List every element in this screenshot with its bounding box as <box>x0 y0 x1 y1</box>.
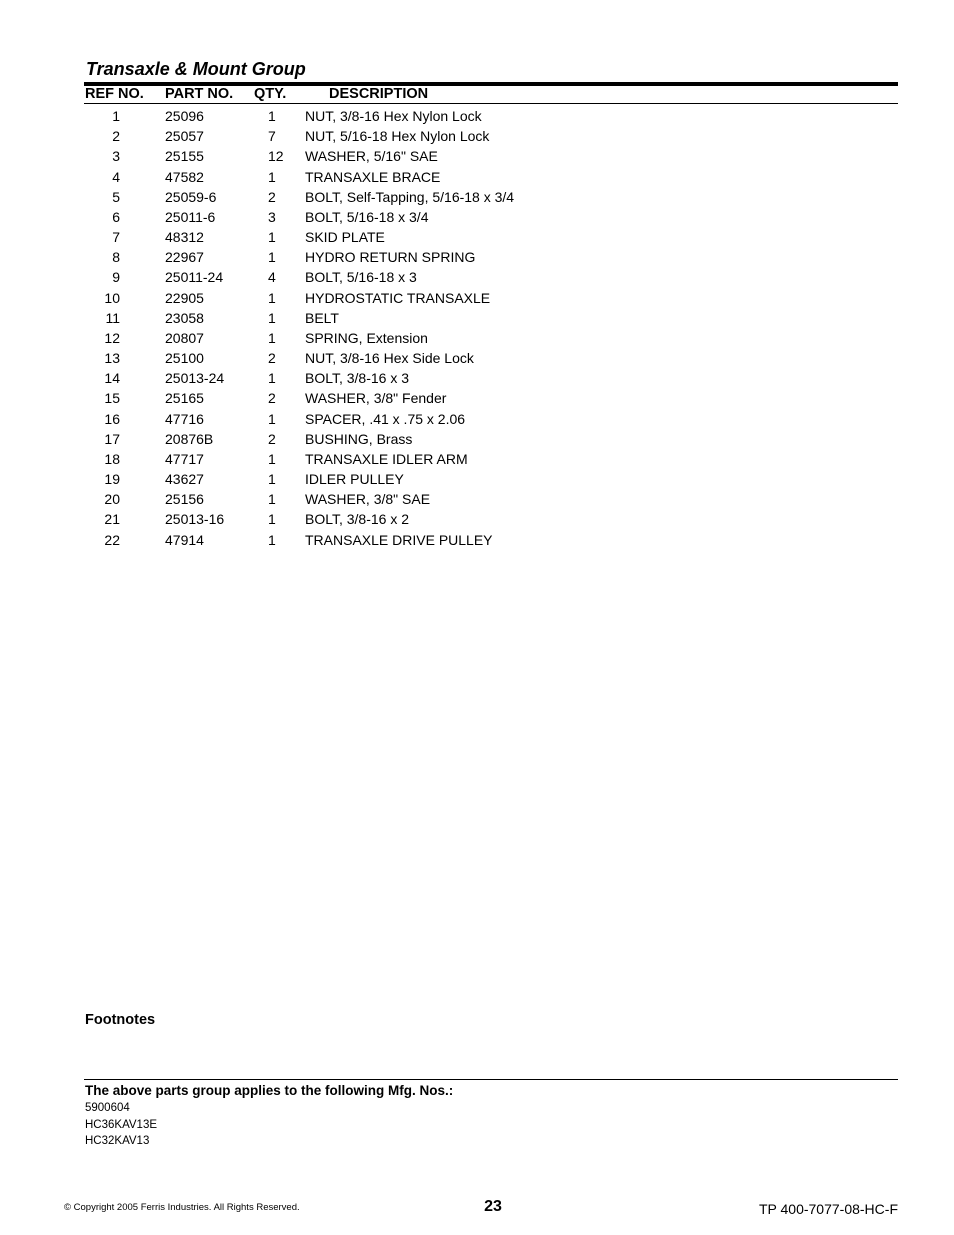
table-row <box>0 288 954 308</box>
header-rule <box>84 103 898 104</box>
part-no-cell: 47717 <box>165 450 204 467</box>
part-no-cell: 48312 <box>165 229 204 246</box>
part-no-cell: 22905 <box>165 289 204 306</box>
qty-cell: 4 <box>268 269 276 286</box>
part-no-cell: 25013-16 <box>165 511 225 528</box>
copyright-notice: © Copyright 2005 Ferris Industries. All Rights Reserved. <box>64 1202 300 1213</box>
table-row <box>0 348 954 368</box>
table-row <box>0 530 954 550</box>
qty-cell: 1 <box>268 370 276 387</box>
table-row <box>0 247 954 267</box>
ref-no-cell: 16 <box>104 410 120 427</box>
description-cell: NUT, 5/16-18 Hex Nylon Lock <box>305 128 490 145</box>
qty-cell: 2 <box>268 350 276 367</box>
table-row <box>0 489 954 509</box>
part-no-cell: 47716 <box>165 410 204 427</box>
page-number: 23 <box>484 1198 502 1215</box>
qty-cell: 3 <box>268 208 276 225</box>
qty-cell: 1 <box>268 168 276 185</box>
part-no-cell: 22967 <box>165 249 204 266</box>
qty-cell: 7 <box>268 128 276 145</box>
table-row <box>0 429 954 449</box>
description-cell: SKID PLATE <box>305 229 385 246</box>
part-no-cell: 47582 <box>165 168 204 185</box>
part-no-cell: 25013-24 <box>165 370 225 387</box>
ref-no-cell: 19 <box>104 471 120 488</box>
qty-cell: 1 <box>268 450 276 467</box>
table-header <box>0 86 954 103</box>
ref-no-cell: 4 <box>112 168 120 185</box>
ref-no-cell: 9 <box>112 269 120 286</box>
ref-no-cell: 10 <box>104 289 120 306</box>
qty-cell: 1 <box>268 229 276 246</box>
ref-no-cell: 8 <box>112 249 120 266</box>
description-cell: BELT <box>305 309 339 326</box>
description-cell: IDLER PULLEY <box>305 471 404 488</box>
ref-no-cell: 12 <box>104 329 120 346</box>
part-no-cell: 47914 <box>165 531 204 548</box>
header-description: DESCRIPTION <box>329 86 429 102</box>
mfg-number-list <box>85 1100 157 1150</box>
description-cell: BOLT, 5/16-18 x 3/4 <box>305 208 429 225</box>
description-cell: SPACER, .41 x .75 x 2.06 <box>305 410 466 427</box>
ref-no-cell: 22 <box>104 531 120 548</box>
ref-no-cell: 14 <box>104 370 120 387</box>
part-no-cell: 25059-6 <box>165 188 217 205</box>
description-cell: TRANSAXLE DRIVE PULLEY <box>305 531 493 548</box>
qty-cell: 1 <box>268 108 276 124</box>
table-row <box>0 469 954 489</box>
ref-no-cell: 20 <box>104 491 120 508</box>
ref-no-cell: 17 <box>104 430 120 447</box>
part-no-cell: 20807 <box>165 329 204 346</box>
part-no-cell: 20876B <box>165 430 214 447</box>
qty-cell: 2 <box>268 188 276 205</box>
table-row <box>0 207 954 227</box>
ref-no-cell: 2 <box>112 128 120 145</box>
table-row <box>0 187 954 207</box>
ref-no-cell: 11 <box>105 309 120 326</box>
description-cell: BOLT, 5/16-18 x 3 <box>305 269 417 286</box>
description-cell: BOLT, Self-Tapping, 5/16-18 x 3/4 <box>305 188 515 205</box>
description-cell: BUSHING, Brass <box>305 430 413 447</box>
description-cell: WASHER, 5/16" SAE <box>305 148 438 165</box>
part-no-cell: 43627 <box>165 471 204 488</box>
table-row <box>0 388 954 408</box>
footnotes-label: Footnotes <box>85 1012 156 1028</box>
description-cell: NUT, 3/8-16 Hex Side Lock <box>305 350 474 367</box>
header-part-no: PART NO. <box>165 86 234 102</box>
part-no-cell: 25057 <box>165 128 204 145</box>
qty-cell: 1 <box>268 471 276 488</box>
ref-no-cell: 3 <box>112 148 120 165</box>
ref-no-cell: 18 <box>104 450 120 467</box>
qty-cell: 1 <box>268 329 276 346</box>
description-cell: HYDRO RETURN SPRING <box>305 249 476 266</box>
part-no-cell: 25096 <box>165 108 204 124</box>
description-cell: NUT, 3/8-16 Hex Nylon Lock <box>305 108 482 124</box>
mfg-number: HC32KAV13 <box>85 1135 150 1147</box>
qty-cell: 1 <box>268 289 276 306</box>
description-cell: WASHER, 3/8" SAE <box>305 491 431 508</box>
ref-no-cell: 21 <box>104 511 120 528</box>
description-cell: HYDROSTATIC TRANSAXLE <box>305 289 491 306</box>
table-row <box>0 106 954 126</box>
qty-cell: 1 <box>268 531 276 548</box>
table-row <box>0 509 954 529</box>
part-no-cell: 25155 <box>165 148 204 165</box>
ref-no-cell: 15 <box>104 390 120 407</box>
description-cell: WASHER, 3/8" Fender <box>305 390 447 407</box>
qty-cell: 1 <box>268 410 276 427</box>
document-code: TP 400-7077-08-HC-F <box>758 1201 898 1217</box>
table-row <box>0 126 954 146</box>
ref-no-cell: 1 <box>112 108 120 124</box>
mfg-number: 5900604 <box>85 1102 130 1114</box>
qty-cell: 1 <box>268 491 276 508</box>
page-title: Transaxle & Mount Group <box>86 59 306 79</box>
part-no-cell: 25100 <box>165 350 204 367</box>
description-cell: TRANSAXLE BRACE <box>305 168 441 185</box>
part-no-cell: 25011-24 <box>165 269 224 286</box>
qty-cell: 1 <box>268 249 276 266</box>
description-cell: SPRING, Extension <box>305 329 428 346</box>
qty-cell: 12 <box>268 148 284 165</box>
header-ref-no: REF NO. <box>85 86 144 102</box>
table-row <box>0 368 954 388</box>
table-row <box>0 328 954 348</box>
mfg-number: HC36KAV13E <box>85 1118 158 1131</box>
header-qty: QTY. <box>254 86 287 102</box>
qty-cell: 1 <box>268 511 276 528</box>
qty-cell: 2 <box>268 430 276 447</box>
ref-no-cell: 6 <box>112 208 120 225</box>
part-no-cell: 25156 <box>165 491 204 508</box>
part-no-cell: 25165 <box>165 390 204 407</box>
description-cell: TRANSAXLE IDLER ARM <box>305 450 468 467</box>
table-row <box>0 308 954 328</box>
mfg-heading: The above parts group applies to the following Mfg. Nos.: <box>85 1083 454 1098</box>
qty-cell: 2 <box>268 390 276 407</box>
description-cell: BOLT, 3/8-16 x 2 <box>305 511 410 528</box>
table-row <box>0 227 954 247</box>
part-no-cell: 23058 <box>165 309 204 326</box>
mfg-rule <box>84 1079 898 1080</box>
table-row <box>0 167 954 187</box>
qty-cell: 1 <box>268 309 276 326</box>
table-row <box>0 267 954 287</box>
ref-no-cell: 7 <box>112 229 120 246</box>
table-row <box>0 449 954 469</box>
table-row <box>0 146 954 166</box>
ref-no-cell: 13 <box>104 350 120 367</box>
description-cell: BOLT, 3/8-16 x 3 <box>305 370 410 387</box>
parts-table <box>0 106 954 550</box>
part-no-cell: 25011-6 <box>165 208 216 225</box>
table-row <box>0 409 954 429</box>
ref-no-cell: 5 <box>112 188 120 205</box>
